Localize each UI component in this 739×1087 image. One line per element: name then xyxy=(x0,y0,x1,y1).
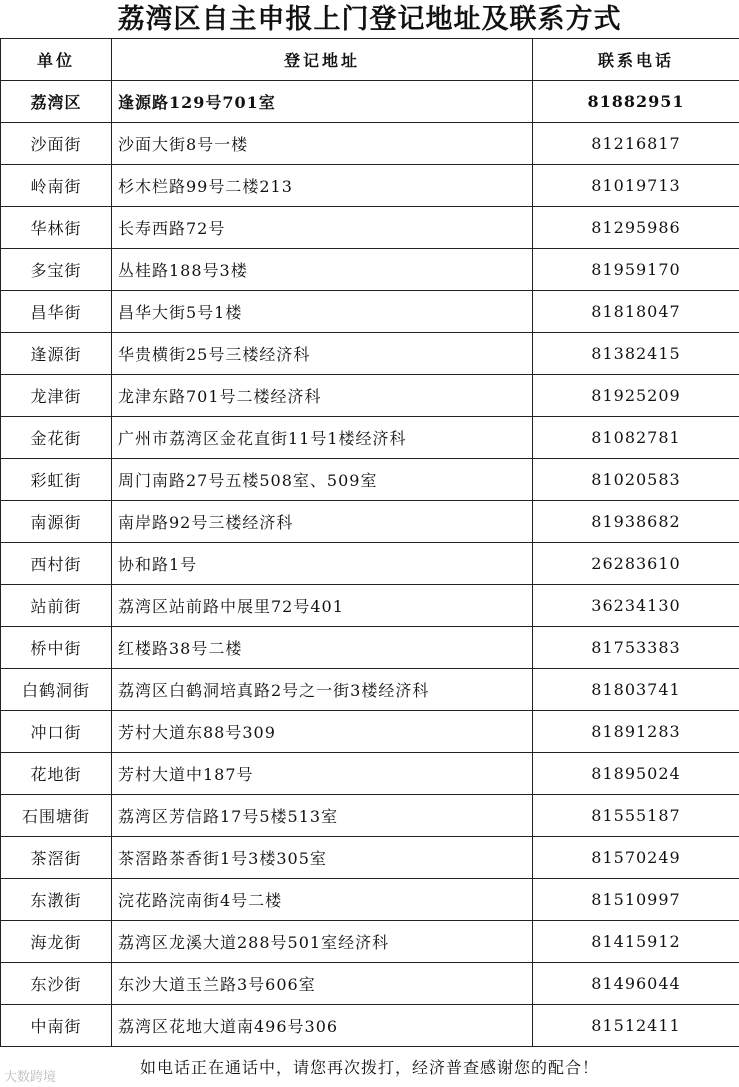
table-row xyxy=(1,837,739,879)
page-title: 荔湾区自主申报上门登记地址及联系方式 xyxy=(117,4,622,35)
address-cell: 长寿西路72号 xyxy=(112,207,533,249)
phone-cell: 36234130 xyxy=(533,585,739,627)
unit-cell: 沙面街 xyxy=(1,123,112,165)
header-unit: 单位 xyxy=(1,39,112,81)
phone-cell: 26283610 xyxy=(533,543,739,585)
unit-cell: 逢源街 xyxy=(1,333,112,375)
watermark: 大数跨境 xyxy=(4,1070,57,1085)
district-row xyxy=(1,81,739,123)
table-row xyxy=(1,249,739,291)
address-cell: 南岸路92号三楼经济科 xyxy=(112,501,533,543)
unit-cell: 彩虹街 xyxy=(1,459,112,501)
phone-cell: 81753383 xyxy=(533,627,739,669)
unit-cell: 茶滘街 xyxy=(1,837,112,879)
unit-cell: 华林街 xyxy=(1,207,112,249)
address-cell: 荔湾区龙溪大道288号501室经济科 xyxy=(112,921,533,963)
phone-cell: 81938682 xyxy=(533,501,739,543)
phone-cell: 81803741 xyxy=(533,669,739,711)
table-row xyxy=(1,375,739,417)
unit-cell: 昌华街 xyxy=(1,291,112,333)
unit-cell: 龙津街 xyxy=(1,375,112,417)
unit-cell: 白鹤洞街 xyxy=(1,669,112,711)
unit-cell: 岭南街 xyxy=(1,165,112,207)
address-cell: 逢源路129号701室 xyxy=(112,81,533,123)
address-cell: 红楼路38号二楼 xyxy=(112,627,533,669)
phone-cell: 81882951 xyxy=(533,81,739,123)
phone-cell: 81512411 xyxy=(533,1005,739,1047)
address-cell: 荔湾区芳信路17号5楼513室 xyxy=(112,795,533,837)
address-cell: 茶滘路茶香街1号3楼305室 xyxy=(112,837,533,879)
address-cell: 华贵横街25号三楼经济科 xyxy=(112,333,533,375)
unit-cell: 多宝街 xyxy=(1,249,112,291)
unit-cell: 中南街 xyxy=(1,1005,112,1047)
table-row xyxy=(1,669,739,711)
address-cell: 荔湾区站前路中展里72号401 xyxy=(112,585,533,627)
table-row xyxy=(1,333,739,375)
address-cell: 丛桂路188号3楼 xyxy=(112,249,533,291)
footer-note: 如电话正在通话中，请您再次拨打，经济普查感谢您的配合！ xyxy=(139,1058,599,1077)
phone-cell: 81555187 xyxy=(533,795,739,837)
table-row xyxy=(1,291,739,333)
unit-cell: 荔湾区 xyxy=(1,81,112,123)
table-row xyxy=(1,795,739,837)
address-cell: 协和路1号 xyxy=(112,543,533,585)
address-cell: 广州市荔湾区金花直街11号1楼经济科 xyxy=(112,417,533,459)
address-cell: 杉木栏路99号二楼213 xyxy=(112,165,533,207)
table-row xyxy=(1,627,739,669)
unit-cell: 金花街 xyxy=(1,417,112,459)
address-cell: 沙面大街8号一楼 xyxy=(112,123,533,165)
address-cell: 芳村大道中187号 xyxy=(112,753,533,795)
table-row xyxy=(1,543,739,585)
unit-cell: 石围塘街 xyxy=(1,795,112,837)
phone-cell: 81082781 xyxy=(533,417,739,459)
phone-cell: 81382415 xyxy=(533,333,739,375)
table-row xyxy=(1,879,739,921)
unit-cell: 东沙街 xyxy=(1,963,112,1005)
phone-cell: 81818047 xyxy=(533,291,739,333)
table-row xyxy=(1,753,739,795)
address-cell: 浣花路浣南街4号二楼 xyxy=(112,879,533,921)
phone-cell: 81496044 xyxy=(533,963,739,1005)
address-cell: 东沙大道玉兰路3号606室 xyxy=(112,963,533,1005)
address-cell: 周门南路27号五楼508室、509室 xyxy=(112,459,533,501)
table-row xyxy=(1,417,739,459)
unit-cell: 海龙街 xyxy=(1,921,112,963)
table-row xyxy=(1,585,739,627)
table-row xyxy=(1,1005,739,1047)
address-cell: 芳村大道东88号309 xyxy=(112,711,533,753)
unit-cell: 南源街 xyxy=(1,501,112,543)
unit-cell: 西村街 xyxy=(1,543,112,585)
table-row xyxy=(1,123,739,165)
phone-cell: 81570249 xyxy=(533,837,739,879)
table-row xyxy=(1,921,739,963)
table-header-row xyxy=(1,39,739,81)
phone-cell: 81891283 xyxy=(533,711,739,753)
phone-cell: 81020583 xyxy=(533,459,739,501)
unit-cell: 桥中街 xyxy=(1,627,112,669)
table-row xyxy=(1,711,739,753)
unit-cell: 冲口街 xyxy=(1,711,112,753)
unit-cell: 花地街 xyxy=(1,753,112,795)
address-cell: 龙津东路701号二楼经济科 xyxy=(112,375,533,417)
table-row xyxy=(1,501,739,543)
phone-cell: 81216817 xyxy=(533,123,739,165)
phone-cell: 81959170 xyxy=(533,249,739,291)
unit-cell: 站前街 xyxy=(1,585,112,627)
phone-cell: 81895024 xyxy=(533,753,739,795)
table-row xyxy=(1,459,739,501)
phone-cell: 81295986 xyxy=(533,207,739,249)
table-row xyxy=(1,207,739,249)
table-row xyxy=(1,963,739,1005)
phone-cell: 81925209 xyxy=(533,375,739,417)
unit-cell: 东漖街 xyxy=(1,879,112,921)
address-cell: 荔湾区白鹤洞培真路2号之一街3楼经济科 xyxy=(112,669,533,711)
header-address: 登记地址 xyxy=(112,39,533,81)
table-row xyxy=(1,165,739,207)
registration-table xyxy=(0,38,739,1047)
address-cell: 昌华大街5号1楼 xyxy=(112,291,533,333)
phone-cell: 81019713 xyxy=(533,165,739,207)
address-cell: 荔湾区花地大道南496号306 xyxy=(112,1005,533,1047)
header-phone: 联系电话 xyxy=(533,39,739,81)
phone-cell: 81415912 xyxy=(533,921,739,963)
phone-cell: 81510997 xyxy=(533,879,739,921)
